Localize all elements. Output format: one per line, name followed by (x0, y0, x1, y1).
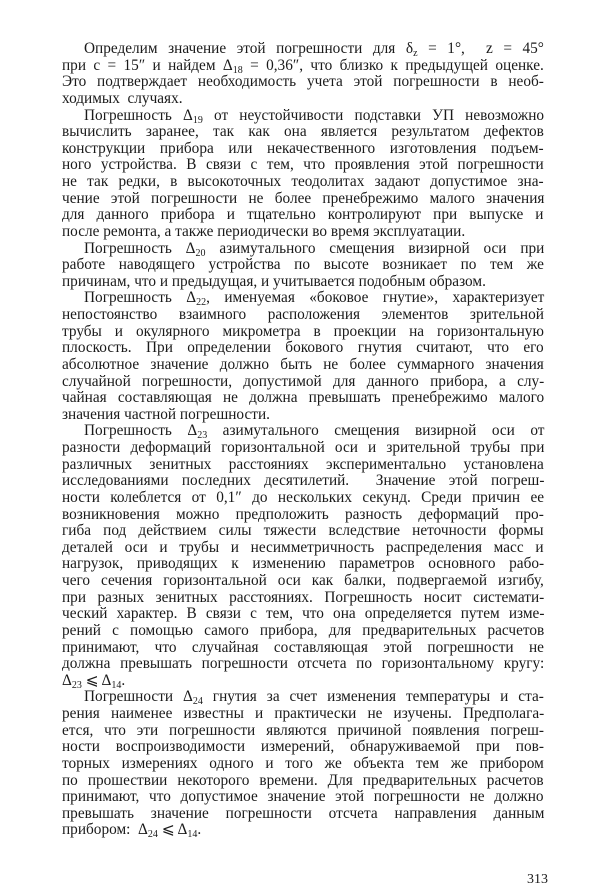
text-line (62, 473, 544, 490)
text-run: для данного прибора и тщательно контролируют при выпуске и (62, 206, 544, 224)
page-number: 313 (527, 872, 548, 887)
text-line (62, 706, 544, 723)
text-line (62, 590, 544, 607)
text-line (62, 324, 544, 341)
text-line (62, 141, 544, 158)
text-line (62, 390, 544, 407)
text-line (62, 241, 544, 258)
text-line (62, 423, 544, 440)
subscript: z (413, 48, 418, 59)
subscript: 19 (192, 114, 203, 126)
text-run: принимают, что допустимое значение этой погрешности не должно (62, 788, 544, 806)
paragraph (62, 290, 544, 423)
text-line (62, 623, 544, 640)
text-run: Погрешности Δ (84, 688, 193, 706)
text-run: ⩽ Δ (81, 671, 112, 689)
text-line (62, 207, 544, 224)
text-line (62, 357, 544, 374)
text-run: должна превышать погрешности отсчета по горизонтальному кругу: (62, 655, 545, 673)
text-run: исследованиями последних десятилетий. Значение этой погреш- (62, 472, 545, 490)
text-run: . (197, 821, 202, 839)
text-line (62, 773, 544, 790)
subscript: 22 (196, 297, 207, 309)
text-run: , именуемая «боковое гнутие», характеризует (206, 289, 545, 307)
text-line (62, 656, 544, 673)
text-line (62, 224, 544, 241)
text-run: вычислить заранее, так как она является результатом дефектов (62, 123, 544, 141)
subscript: 23 (71, 679, 82, 691)
text-run: значения частной погрешности. (62, 405, 270, 423)
text-line (62, 490, 544, 507)
text-run: ется, что эти погрешности являются причиной появления погреш- (62, 721, 544, 739)
text-run: после ремонта, а также периодически во время эксплуатации. (62, 222, 466, 240)
text-line (62, 556, 544, 573)
text-run: Погрешность Δ (84, 289, 197, 307)
text-line (62, 340, 544, 357)
text-run: азимутального смещения визирной оси от (207, 422, 545, 440)
text-line (62, 573, 544, 590)
body-text (62, 41, 544, 839)
text-line (62, 606, 544, 623)
paragraph (62, 689, 544, 839)
text-run: = 0,36″, что близко к предыдущей оценке. (242, 56, 544, 74)
text-run: Погрешность Δ (84, 106, 193, 124)
text-run: абсолютное значение должно быть не более суммарного значения (62, 355, 544, 373)
text-line (62, 507, 544, 524)
text-run: рений с помощью самого прибора, для предварительных расчетов (62, 621, 545, 639)
subscript: 23 (197, 430, 208, 442)
text-run: нагрузок, приводящих к изменению параметров основного рабо- (62, 555, 545, 573)
text-run: торных измерениях одного и того же объекта тем же прибором (62, 754, 544, 772)
text-line (62, 274, 544, 291)
text-run: Определим значение этой погрешности для δ (84, 40, 414, 57)
text-run: возникновения можно предположить разность деформаций про- (62, 505, 544, 523)
text-line (62, 806, 544, 823)
subscript: 24 (192, 696, 203, 708)
text-line (62, 307, 544, 324)
text-line (62, 41, 544, 58)
text-line (62, 789, 544, 806)
text-run: ⩽ Δ (157, 821, 188, 839)
text-run: = 1°, z = 45° (417, 40, 544, 57)
text-run: ности колеблется от 0,1″ до нескольких секунд. Среди причин ее (62, 488, 545, 506)
text-run: гиба под действием силы тяжести вследствие неточности формы (62, 522, 544, 540)
text-line (62, 523, 544, 540)
text-run: рения наименее известны и практически не изучены. Предполага- (62, 705, 545, 722)
text-line (62, 290, 544, 307)
paragraph (62, 423, 544, 689)
text-run: гнутия за счет изменения температуры и ста- (202, 688, 544, 706)
text-line (62, 407, 544, 424)
text-line (62, 157, 544, 174)
text-line (62, 689, 544, 706)
subscript: 24 (147, 829, 158, 841)
text-run: Δ (62, 671, 72, 689)
text-run: при c = 15″ и найдем Δ (62, 56, 233, 74)
text-line (62, 540, 544, 557)
text-line (62, 440, 544, 457)
text-line (62, 723, 544, 740)
paragraph (62, 241, 544, 291)
text-run: при разных зенитных расстояниях. Погрешность носит системати- (62, 588, 545, 606)
text-run: трубы и окулярного микрометра в проекции на горизонтальную (62, 322, 544, 340)
text-run: причинам, что и предыдущая, и учитывается подобным образом. (62, 272, 486, 290)
text-line (62, 91, 544, 108)
text-run: Погрешность Δ (84, 239, 196, 257)
text-run: случайной погрешности, допустимой для данного прибора, а слу- (62, 372, 545, 390)
text-run: не так редки, в высокоточных теодолитах задают допустимое зна- (62, 173, 544, 190)
text-line (62, 108, 544, 125)
text-run: деталей оси и трубы и несимметричность распределения масс и (62, 538, 544, 556)
text-run: ческий характер. В связи с тем, что она определяется путем изме- (62, 605, 545, 623)
text-line (62, 673, 544, 690)
text-run: принимают, что случайная составляющая этой погрешности не (62, 638, 544, 656)
text-line (62, 174, 544, 191)
text-line (62, 756, 544, 773)
text-line (62, 74, 544, 91)
subscript: 20 (195, 247, 206, 259)
text-line (62, 191, 544, 208)
text-run: непостоянство взаимного расположения элементов зрительной (62, 306, 544, 323)
text-run: от неустойчивости подставки УП невозможно (202, 106, 545, 124)
text-run: прибором: Δ (62, 821, 148, 839)
text-run: чего сечения горизонтальной оси как балки, подвергаемой изгибу, (62, 572, 544, 589)
text-line (62, 822, 544, 839)
text-line (62, 58, 544, 75)
text-run: различных зенитных расстояниях экспериментально установлена (62, 455, 544, 473)
text-run: ности воспроизводимости измерений, обнаруживаемой при пов- (62, 738, 544, 756)
subscript: 14 (111, 679, 122, 691)
paragraph (62, 108, 544, 241)
text-run: чение этой погрешности не более пренебрежимо малого значения (62, 189, 545, 207)
text-line (62, 374, 544, 391)
paragraph (62, 41, 544, 108)
text-run: Это подтверждает необходимость учета этой погрешности в необ- (62, 73, 544, 91)
text-run: азимутального смещения визирной оси при (205, 239, 545, 257)
text-run: Погрешность Δ (84, 422, 198, 440)
text-line (62, 739, 544, 756)
text-run: чайная составляющая не должна превышать пренебрежимо малого (62, 389, 545, 407)
subscript: 14 (187, 829, 198, 841)
text-line (62, 124, 544, 141)
text-line (62, 457, 544, 474)
subscript: 18 (232, 64, 243, 76)
text-run: . (121, 671, 126, 689)
text-run: по прошествии некоторого времени. Для предварительных расчетов (62, 771, 544, 789)
text-line (62, 257, 544, 274)
text-line (62, 640, 544, 657)
text-run: конструкции прибора или некачественного изготовления подъем- (62, 139, 544, 157)
text-run: разности деформаций горизонтальной оси и зрительной трубы при (62, 439, 545, 456)
text-run: плоскость. При определении бокового гнутия считают, что его (62, 339, 544, 357)
text-run: превышать значение погрешности отсчета направления данным (62, 804, 545, 822)
text-run: ного устройства. В связи с тем, что проявления этой погрешности (62, 156, 544, 174)
text-run: работе наводящего устройства по высоте возникает по тем же (62, 256, 544, 274)
text-run: ходимых случаях. (62, 89, 183, 107)
